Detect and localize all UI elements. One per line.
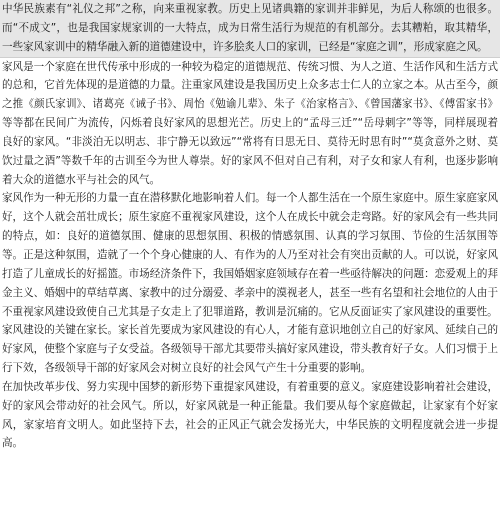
paragraph-invisible-force: 家风作为一种无形的力量一直在潜移默化地影响着人们。每一个人都生活在一个原生家庭中。原生家庭家风好，这个人就会茁壮成长；原生家庭不重视家风建设，这个人在成长中就会走弯路。好的家风会有一些共同的特点，如：良好的道德氛围、健康的思想氛围、积极的情感氛围、认真的学习氛围、节俭的生活氛围等等。正是这种氛围，造就了一个个身心健康的人、有作为的人乃至对社会有突出贡献的人。可以说，好家风打造了儿童成长的好摇篮。市场经济条件下，我国婚姻家庭领域存在着一些亟待解决的问题：恋爱观上的拜金主义、婚姻中的草结草离、家教中的过分溺爱、孝亲中的漠视老人，甚至一些有名望和社会地位的人由于不重视家风建设致使自己尤其是子女走上了犯罪道路，教训是沉痛的。它从反面证实了家风建设的重要性。 [2,192,498,318]
paragraph-family-tradition: 家风是一个家庭在世代传承中形成的一种较为稳定的道德规范、传统习惯、为人之道、生活作风和生活方式的总和，它首先体现的是道德的力量。注重家风建设是我国历史上众多志士仁人的立家之本。从古至今，颜之推《颜氏家训》、诸葛亮《诫子书》、周怡《勉谕儿辈》、朱子《治家格言》、《曾国藩家书》、《傅雷家书》等等都在民间广为流传，闪烁着良好家风的思想光芒。历史上的“孟母三迁”“岳母刺字”等等，同样展现着良好的家风。“非淡泊无以明志、非宁静无以致远”“常将有日思无日、莫待无时思有时”“莫贪意外之财、莫饮过量之酒”等数千年的古训至今为世人尊崇。好的家风不但对自己有利，对子女和家人有利，也逐步影响着大众的道德水平与社会的风气。 [2,60,498,186]
intro-paragraph: 中华民族素有“礼仪之邦”之称，向来重视家教。历史上见诸典籍的家训并非鲜见，为后人称颂的也很多。而“不成文”，也是我国家规家训的一大特点，成为日常生活行为规范的有机部分。去其糟粕，取其精华，一些家风家训中的精华融入新的道德建设中，许多脍炙人口的家训，已经是“家庭之训”，形成家庭之风。 [2,3,498,53]
paragraph-parents-key: 家风建设的关键在家长。家长首先要成为家风建设的有心人，才能有意识地创立自己的好家风、延续自己的好家风，使整个家庭与子女受益。各级领导干部尤其要带头搞好家风建设，带头教育好子女。人们习惯于上行下效，各级领导干部的好家风会对树立良好的社会风气产生十分重要的影响。 [2,324,498,375]
intro-block [0,0,500,57]
paragraph-conclusion: 在加快改革步伐、努力实现中国梦的新形势下重提家风建设，有着重要的意义。家庭建设影响着社会建设，好的家风会带动好的社会风气。所以，好家风就是一种正能量。我们要从每个家庭做起，让家家有个好家风，家家培育文明人。如此坚持下去，社会的正风正气就会发扬光大，中华民族的文明程度就会进一步提高。 [2,380,498,450]
